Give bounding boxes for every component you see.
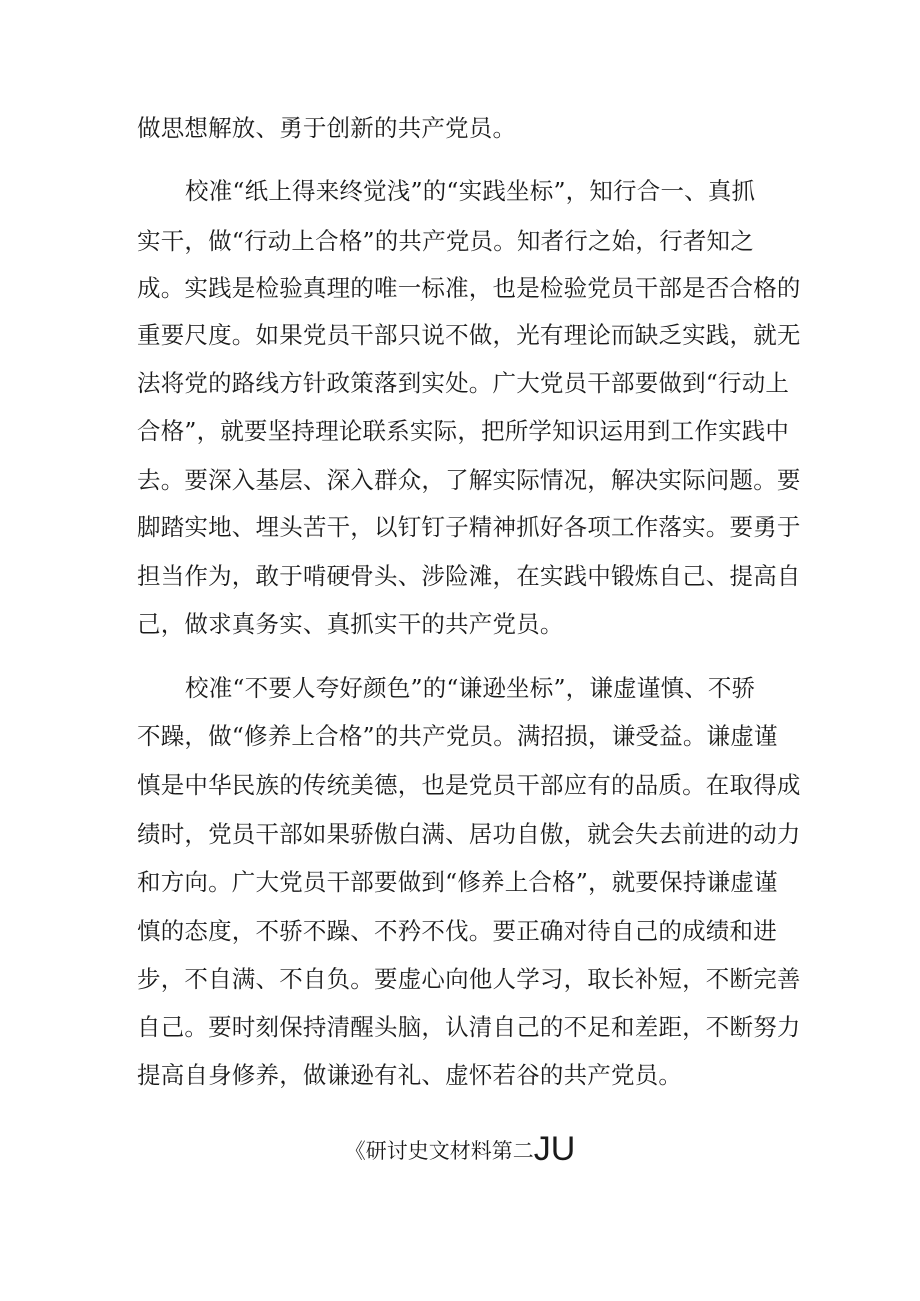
- text-line: 步，不自满、不自负。要虚心向他人学习，取长补短，不断完善: [137, 965, 801, 993]
- text-line: 法将党的路线方针政策落到实处。广大党员干部要做到“行动上: [137, 369, 790, 397]
- text-line: 慎是中华民族的传统美德，也是党员干部应有的品质。在取得成: [137, 771, 801, 799]
- text-line: 担当作为，敢于啃硬骨头、涉险滩，在实践中锻炼自己、提高自: [137, 562, 801, 590]
- text-line: 合格”，就要坚持理论联系实际，把所学知识运用到工作实践中: [137, 417, 790, 445]
- text-line: 绩时，党员干部如果骄傲白满、居功自傲，就会失去前进的动力: [137, 820, 801, 848]
- text-line: 和方向。广大党员干部要做到“修养上合格”，就要保持谦虚谨: [137, 868, 778, 896]
- text-line: 去。要深入基层、深入群众，了解实际情况，解决实际问题。要: [137, 466, 801, 494]
- text-line: 做思想解放、勇于创新的共产党员。: [137, 114, 517, 142]
- text-line: 校准“不要人夸好颜色”的“谦逊坐标”，谦虚谨慎、不骄: [185, 674, 756, 702]
- footer-title-text: 《研讨史文材料第二: [344, 1139, 534, 1163]
- text-line: 重要尺度。如果党员干部只说不做，光有理论而缺乏实践，就无: [137, 321, 801, 349]
- text-line: 不躁，做“修养上合格”的共产党员。满招损，谦受益。谦虚谨: [137, 722, 778, 750]
- text-line: 提高自身修养，做谦逊有礼、虚怀若谷的共产党员。: [137, 1061, 683, 1089]
- text-line: 脚踏实地、埋头苦干，以钉钉子精神抓好各项工作落实。要勇于: [137, 513, 801, 541]
- footer-title: [0, 1132, 920, 1168]
- footer-title-suffix: JU: [533, 1130, 576, 1168]
- text-line: 校准“纸上得来终觉浅”的“实践坐标”，知行合一、真抓: [185, 177, 756, 205]
- text-line: 自己。要时刻保持清醒头脑，认清自己的不足和差距，不断努力: [137, 1013, 801, 1041]
- text-line: 成。实践是检验真理的唯一标准，也是检验党员干部是否合格的: [137, 274, 801, 302]
- text-line: 己，做求真务实、真抓实干的共产党员。: [137, 610, 564, 638]
- text-line: 慎的态度，不骄不躁、不矜不伐。要正确对待自己的成绩和进: [137, 917, 777, 945]
- text-line: 实干，做“行动上合格”的共产党员。知者行之始，行者知之: [137, 227, 754, 255]
